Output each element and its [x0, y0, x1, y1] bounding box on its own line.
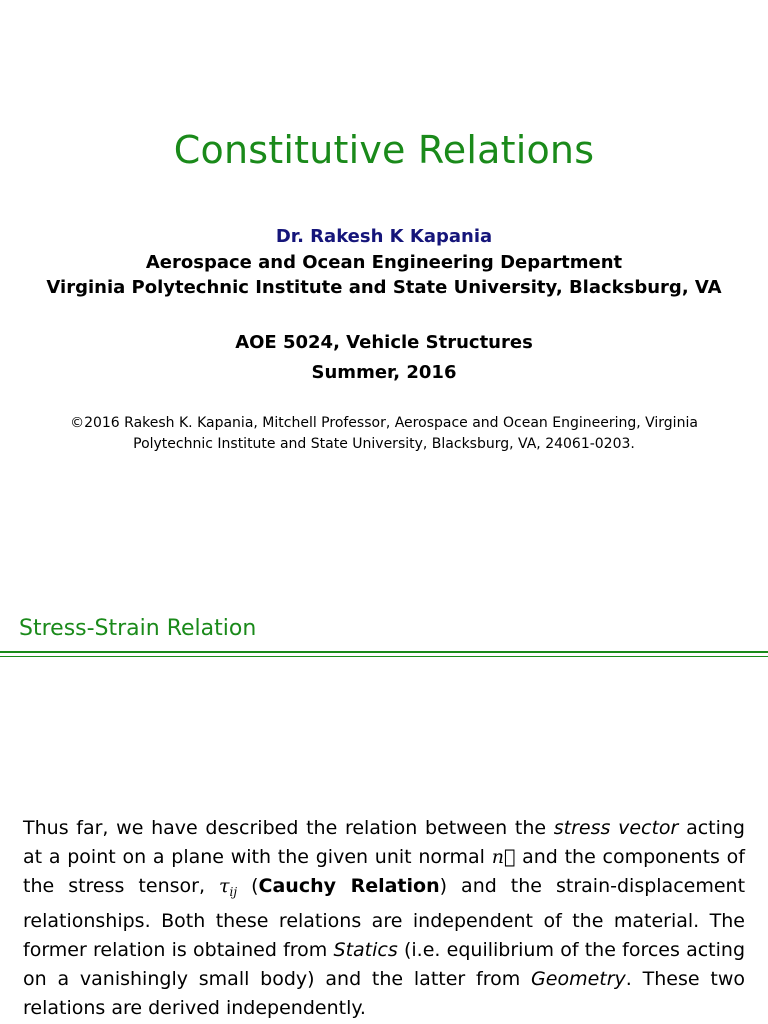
text-run: (i.e. equilibrium of the forces acting on a vanishingly small body) and the latter from	[23, 939, 746, 990]
emphasis-statics: Statics	[333, 939, 398, 961]
emphasis-geometry: Geometry	[531, 968, 626, 990]
text-run: ) and the strain-displacement relationships. Both these relations are independent of the material. The former relation is obtained from	[23, 875, 746, 961]
author-name: Dr. Rakesh K Kapania	[275, 226, 493, 247]
body-paragraph	[23, 814, 745, 1023]
section-slide	[0, 600, 768, 1024]
tau-subscript: ij	[229, 885, 238, 899]
bold-cauchy-relation: Cauchy Relation	[258, 875, 440, 897]
tau-symbol: τ	[219, 875, 230, 897]
copyright-line-2: Polytechnic Institute and State University, Blacksburg, VA, 24061-0203.	[133, 436, 635, 452]
text-run: (	[237, 875, 259, 897]
department: Aerospace and Ocean Engineering Department	[145, 252, 623, 273]
unit-normal-symbol: n⃗	[491, 846, 516, 868]
section-heading: Stress-Strain Relation	[19, 616, 257, 641]
page-title: Constitutive Relations	[173, 128, 595, 172]
heading-rule-bottom	[0, 656, 768, 657]
text-run: Thus far, we have described the relation between the	[23, 817, 554, 839]
copyright-notice	[30, 413, 738, 455]
copyright-line-1: ©2016 Rakesh K. Kapania, Mitchell Professor, Aerospace and Ocean Engineering, Virginia	[70, 415, 698, 431]
term: Summer, 2016	[311, 362, 457, 383]
text-run: and the components of the stress tensor,	[23, 846, 745, 897]
text-run: . These two relations are derived independently.	[23, 968, 745, 1019]
emphasis-stress-vector: stress vector	[553, 817, 679, 839]
course-name: AOE 5024, Vehicle Structures	[235, 332, 533, 353]
institution: Virginia Polytechnic Institute and State University, Blacksburg, VA	[46, 277, 722, 298]
heading-rule-top	[0, 651, 768, 653]
text-run: acting at a point on a plane with the given unit normal	[23, 817, 745, 868]
